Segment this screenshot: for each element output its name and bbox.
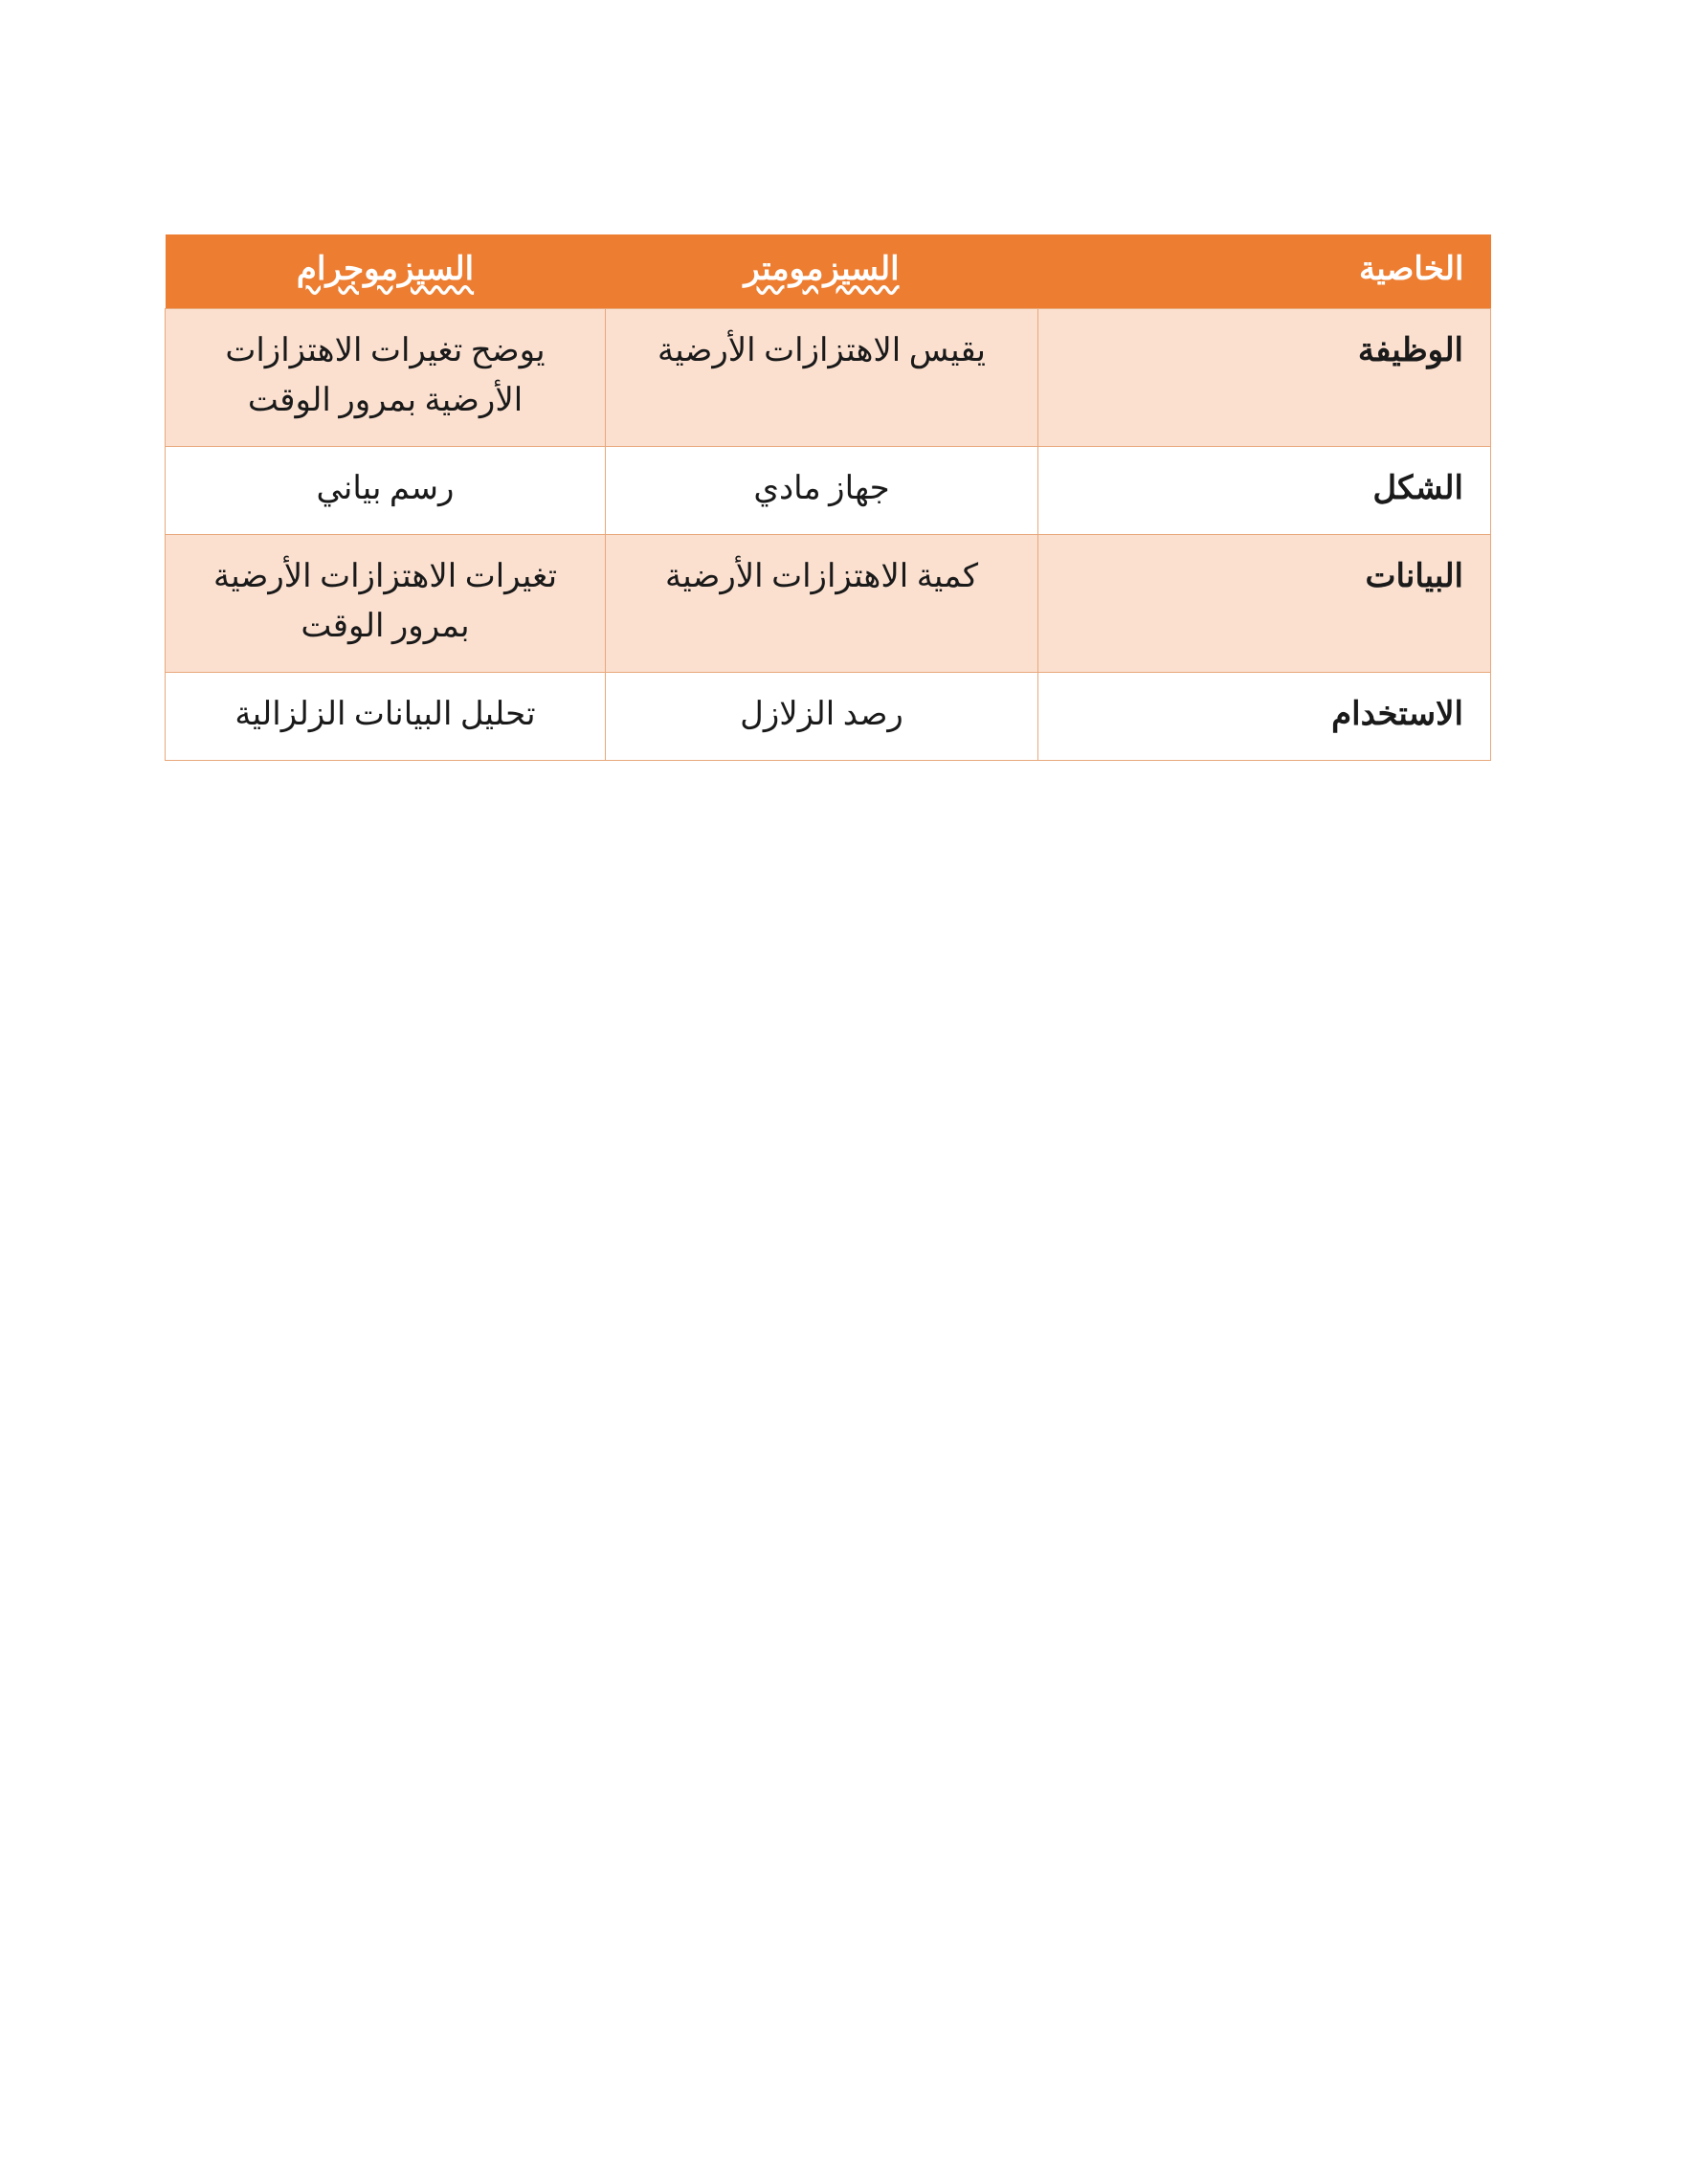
row-spacer-cell [1038, 672, 1046, 760]
column-header-spacer [1038, 234, 1046, 308]
table-row [166, 534, 1491, 672]
table-row [166, 672, 1491, 760]
row-spacer-cell [1038, 534, 1046, 672]
cell-seismogram-usage: تحليل البيانات الزلزالية [166, 672, 606, 760]
cell-seismometer-function: يقيس الاهتزازات الأرضية [606, 308, 1038, 446]
row-spacer-cell [1038, 446, 1046, 534]
column-header-seismogram: السيزموجرام [166, 234, 606, 308]
table-row [166, 446, 1491, 534]
row-label-function: الوظيفة [1046, 308, 1491, 446]
cell-seismometer-usage: رصد الزلازل [606, 672, 1038, 760]
row-label-usage: الاستخدام [1046, 672, 1491, 760]
cell-seismometer-data: كمية الاهتزازات الأرضية [606, 534, 1038, 672]
row-label-data: البيانات [1046, 534, 1491, 672]
row-label-form: الشكل [1046, 446, 1491, 534]
table-header-row [166, 234, 1491, 308]
comparison-table-container [203, 234, 1491, 761]
table-body [166, 308, 1491, 760]
comparison-table [165, 234, 1491, 761]
cell-seismometer-form: جهاز مادي [606, 446, 1038, 534]
cell-seismogram-function: يوضح تغيرات الاهتزازات الأرضية بمرور الوقت [166, 308, 606, 446]
column-header-property: الخاصية [1046, 234, 1491, 308]
cell-seismogram-data: تغيرات الاهتزازات الأرضية بمرور الوقت [166, 534, 606, 672]
table-header [166, 234, 1491, 308]
column-header-seismometer: السيزمومتر [606, 234, 1038, 308]
row-spacer-cell [1038, 308, 1046, 446]
cell-seismogram-form: رسم بياني [166, 446, 606, 534]
table-row [166, 308, 1491, 446]
